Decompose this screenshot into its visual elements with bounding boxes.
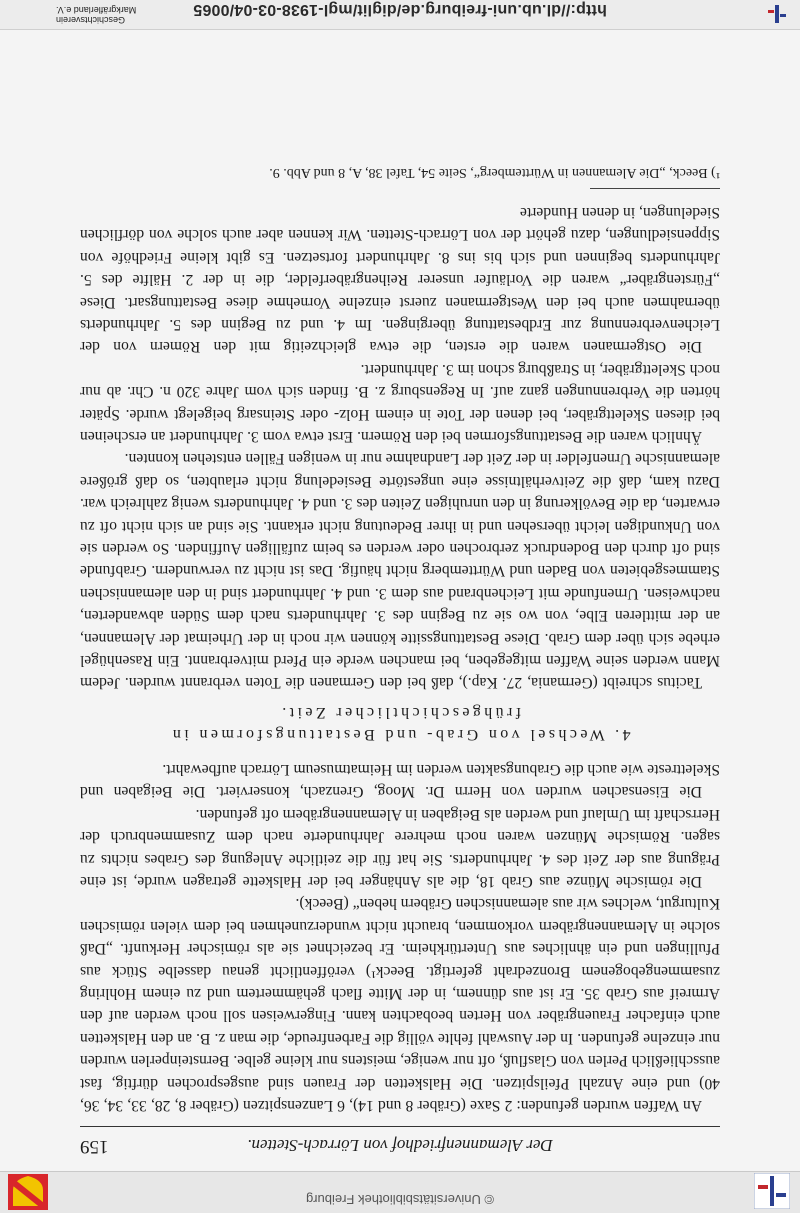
- page-number: 159: [80, 1136, 109, 1157]
- running-head: [80, 1131, 720, 1157]
- society-line: Geschichtsverein: [56, 15, 126, 25]
- society-name: [56, 5, 136, 25]
- footnote: ¹) Beeck, „Die Alemannen in Württemberg“, Seite 54, Tafel 38, A, 8 und Abb. 9.: [269, 164, 720, 180]
- paragraph: Die Eisensachen wurden von Herrn Dr. Moog, Grenzach, konserviert. Die Beigaben und Skelettreste wie auch die Grabungsakten werden im Heimatmuseum Lörrach aufbewahrt.: [80, 760, 720, 801]
- paragraph: Ähnlich waren die Bestattungsformen bei den Römern. Erst etwa vom 3. Jahrhundert an erscheinen bei diesen Skelettgräber, bei denen der Tote in einem Holz- oder Steinsarg beigelegt wurde. Später hörten die Verbrennungen ganz auf. In Regensburg z. B. finden sich vom Jahre 320 n. Chr. ab nur noch Skelettgräber, in Straßburg schon im 3. Jahrhundert.: [80, 360, 720, 446]
- section-heading: 4. Wechsel von Grab- und Bestattungsformen in frühgeschichtlicher Zeit.: [169, 704, 631, 744]
- book-page: [80, 162, 720, 1157]
- copyright-notice: © Universitätsbibliothek Freiburg: [305, 1192, 495, 1207]
- paragraph: Die römische Münze aus Grab 18, die als Anhänger bei der Halskette getragen wurde, ist eine Prägung aus der Zeit des 4. Jahrhunderts. Sie hat für die zeitliche Anlegung des Grabes nichts zu sagen. Römische Münzen waren noch mehrere Jahrhunderte nach dem Zusammenbruch der Herrschaft im Umlauf und werden als Beigaben in Alemannengräbern oft gefunden.: [80, 805, 720, 890]
- page-body: [80, 201, 720, 1116]
- viewer-footer: [0, 0, 800, 30]
- paragraph: Die Ostgermanen waren die ersten, die etwa gleichzeitig mit den Römern von der Leichenverbrennung zur Erdbestattung übergingen. Im 4. und zu Beginn des 5. Jahrhunderts übernahmen auch bei den Westgermanen zuerst einzelne Vornehme diese Bestattungsart. Diese „Fürstengräber“ waren die Vorläufer unserer Reihengräberfelder, die in der 2. Hälfte des 5. Jahrhunderts beginnen und sich bis ins 8. Jahrhundert fortsetzen. Es gibt kleine Friedhöfe von Sippensiedlungen, dazu gehört der von Lörrach-Stetten. Wir kennen aber auch solche von dörflichen Siedelungen, in denen Hunderte: [80, 203, 720, 356]
- head-rule: [80, 1126, 720, 1127]
- crest-icon: [8, 1174, 48, 1210]
- document-url[interactable]: http://dl.ub.uni-freiburg.de/diglit/mgl-1938-03-04/0065: [193, 1, 607, 18]
- footnote-rule: [590, 188, 720, 189]
- society-line: Markgräflerland e.V.: [56, 5, 137, 15]
- paragraph: An Waffen wurden gefunden: 2 Saxe (Gräber 8 und 14), 6 Lanzenspitzen (Gräber 8, 28, 33, 34, 36, 40) und eine Anzahl Pfeilspitzen. Die Halsketten der Frauen sind ausgesprochen dürftig, fast ausschließlich Perlen von Glasfluß, oft nur wenige, meistens nur kleine gelbe. Bernsteinperlen wurden nur einzelne gefunden. In der Auswahl fehlte völlig die Farbenfreude, die man z. B. an den Halsketten auch einfacher Frauengräber von Herten beobachten kann. Fingerweisen soll noch werden auf den Armreif aus Grab 35. Er ist aus dünnem, in der Mitte flach gehämmertem und zu einem Hohlring zusammengebogenem Bronzedraht gefertigt. Beeck¹) veröffentlicht genau dasselbe Stück aus Pfullingen und ein ähnliches aus Untertürkheim. Er bezeichnet sie als römischer Herkunft. „Daß solche in Alemannengräbern vorkommen, braucht nicht wunderzunehmen bei dem vielen römischen Kulturgut, welches wir aus alemannischen Gräbern heben“ (Beeck).: [80, 895, 720, 1114]
- viewer-header: [0, 1171, 800, 1213]
- running-head-title: Der Alemannenfriedhof von Lörrach-Stetten.: [247, 1136, 553, 1155]
- paragraph: Tacitus schreibt (Germania, 27. Kap.), daß bei den Germanen die Toten verbrannt wurden. Jedem Mann werden seine Waffen mitgegeben, bei manchen werde ein Pferd mitverbrannt. Ein Rasenhügel erhebe sich über dem Grab. Diese Bestattungssitte können wir noch in der Urheimat der Alemannen, an der mittleren Elbe, von wo sie zu Beginn des 3. Jahrhunderts nach dem Süden abwanderten, nachweisen. Urnenfunde mit Leichenbrand aus dem 3. und 4. Jahrhundert sind in den alemannischen Stammesgebieten von Baden und Württemberg nicht häufig. Das ist nicht zu verwundern. Grabfunde sind oft durch den Bodendruck zerbrochen oder werden es beim zufälligen Auffinden. So werden sie von Unkundigen leicht übersehen und in ihrer Bedeutung nicht erkannt. Sie sind an sich nicht oft zu erwarten, da die Bevölkerung in den unruhigen Zeiten des 3. und 4. Jahrhunderts wenig zahlreich war. Dazu kam, daß die Zeitverhältnisse eine ungestörte Besiedelung nicht erlaubten, so daß größere alemannische Urnenfelder in der Zeit der Landnahme nur in wenigen Fällen entstehen konnten.: [80, 450, 720, 692]
